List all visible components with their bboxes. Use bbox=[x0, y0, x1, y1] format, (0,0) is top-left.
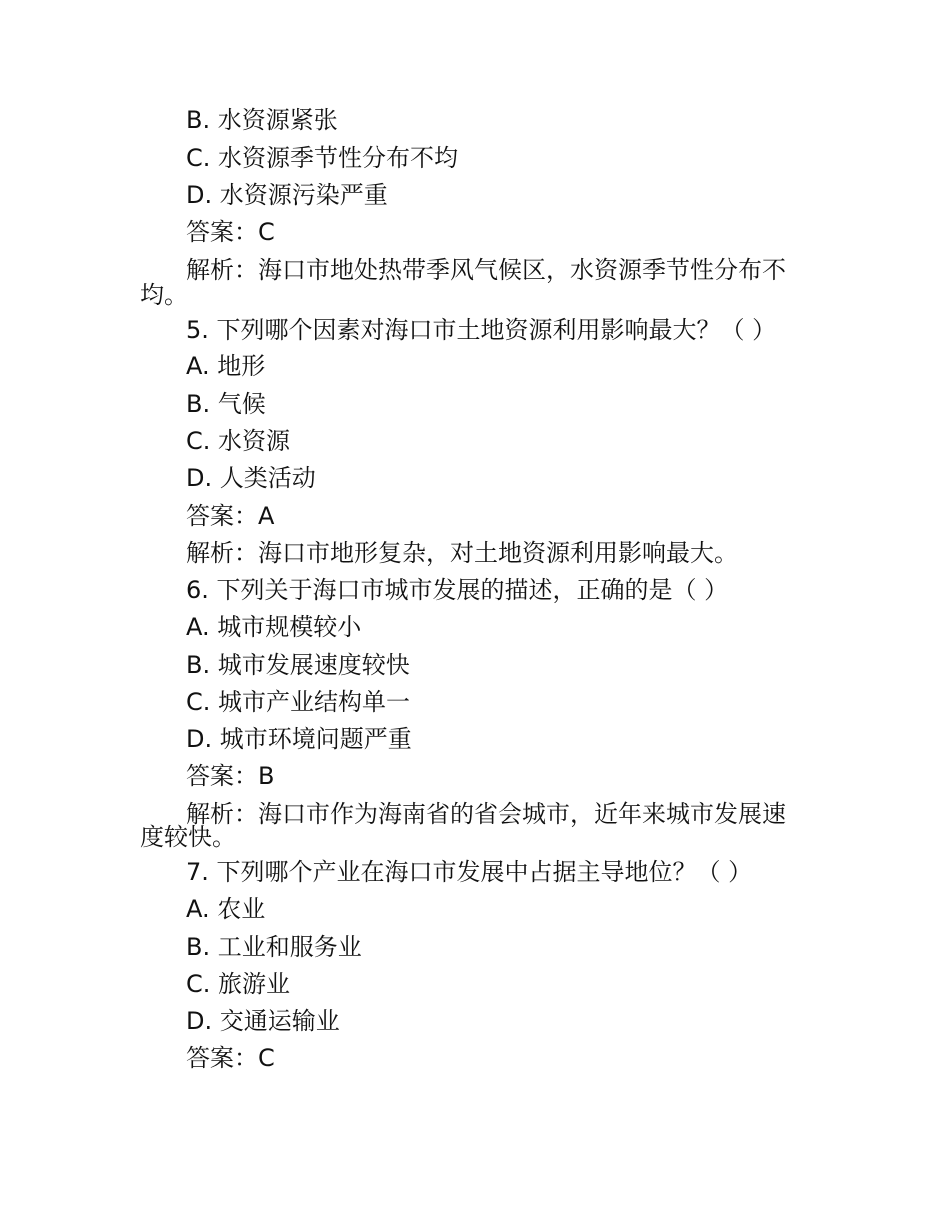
q6-option-c: C. 城市产业结构单一 bbox=[186, 688, 411, 716]
q4-answer: 答案：C bbox=[186, 218, 275, 246]
q5-explanation: 解析：海口市地形复杂，对土地资源利用影响最大。 bbox=[186, 539, 738, 567]
q5-answer: 答案：A bbox=[186, 502, 275, 530]
q7-option-b: B. 工业和服务业 bbox=[186, 933, 362, 961]
q4-option-c: C. 水资源季节性分布不均 bbox=[186, 144, 459, 172]
q6-option-d: D. 城市环境问题严重 bbox=[186, 725, 412, 753]
q4-explanation-continued: 均。 bbox=[140, 281, 188, 309]
q6-explanation: 解析：海口市作为海南省的省会城市，近年来城市发展速 bbox=[186, 800, 786, 828]
q5-question: 5. 下列哪个因素对海口市土地资源利用影响最大？（ ） bbox=[186, 316, 777, 344]
q5-option-c: C. 水资源 bbox=[186, 427, 291, 455]
q6-option-b: B. 城市发展速度较快 bbox=[186, 651, 410, 679]
q5-option-a: A. 地形 bbox=[186, 352, 266, 380]
q4-option-d: D. 水资源污染严重 bbox=[186, 181, 388, 209]
q4-explanation: 解析：海口市地处热带季风气候区，水资源季节性分布不 bbox=[186, 256, 786, 284]
q7-answer: 答案：C bbox=[186, 1044, 275, 1072]
q6-explanation-continued: 度较快。 bbox=[140, 823, 236, 851]
q7-option-d: D. 交通运输业 bbox=[186, 1007, 340, 1035]
q5-option-d: D. 人类活动 bbox=[186, 464, 316, 492]
q7-option-c: C. 旅游业 bbox=[186, 970, 291, 998]
q7-option-a: A. 农业 bbox=[186, 895, 266, 923]
q4-option-b: B. 水资源紧张 bbox=[186, 106, 338, 134]
q6-option-a: A. 城市规模较小 bbox=[186, 613, 362, 641]
q5-option-b: B. 气候 bbox=[186, 390, 266, 418]
q7-question: 7. 下列哪个产业在海口市发展中占据主导地位？（ ） bbox=[186, 858, 753, 886]
q6-question: 6. 下列关于海口市城市发展的描述，正确的是（ ） bbox=[186, 576, 729, 604]
q6-answer: 答案：B bbox=[186, 762, 275, 790]
